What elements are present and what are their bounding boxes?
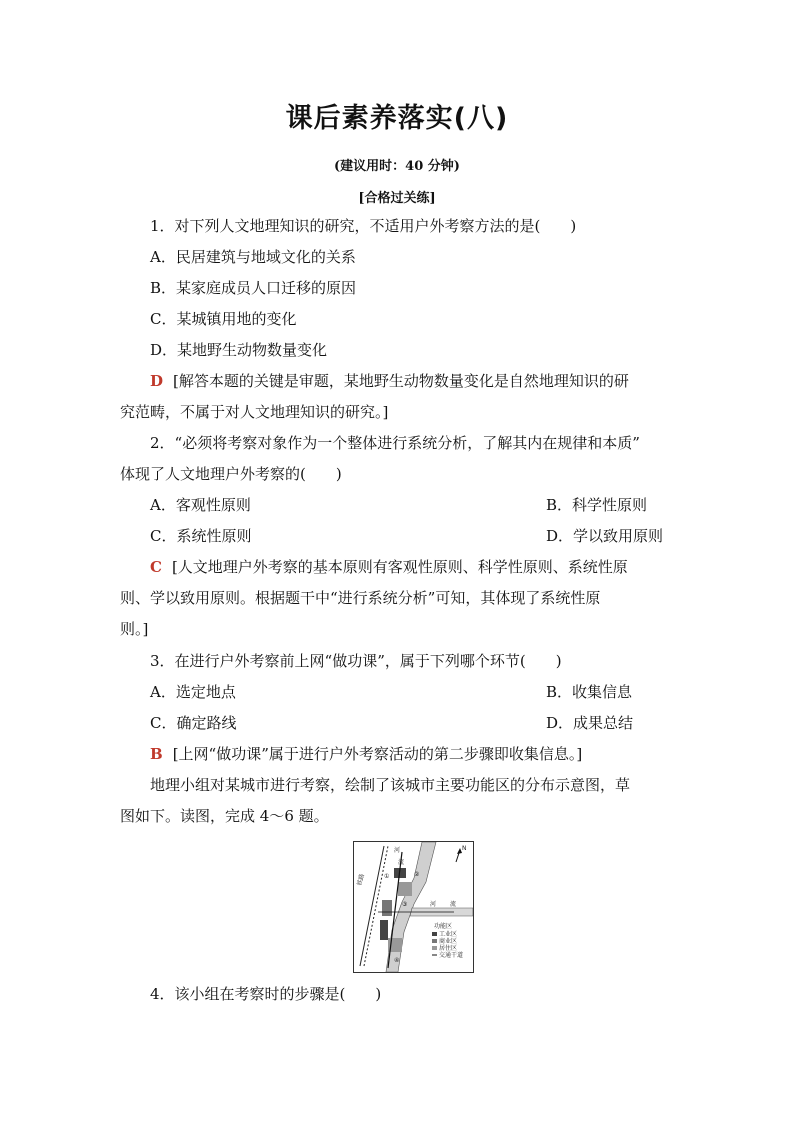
zone-1-label: ①	[384, 873, 390, 880]
zone-4-label: ④	[394, 957, 400, 964]
question-2-explanation-end: 则。]	[120, 620, 149, 638]
legend-commercial: 商业区	[439, 938, 458, 945]
time-note: (建议用时：40 分钟)	[334, 159, 460, 174]
railway-line	[360, 846, 384, 966]
city-zone-map-svg	[354, 842, 473, 972]
industrial-zone-2	[380, 920, 388, 940]
residential-zone-1	[398, 882, 412, 896]
legend-swatch-commercial	[432, 939, 437, 943]
question-1-option-d: D．某地野生动物数量变化	[150, 341, 328, 359]
question-3-options-row-1	[150, 682, 710, 702]
legend-title: 功能区	[434, 923, 453, 930]
question-2-option-a: A．客观性原则	[150, 496, 251, 514]
legend-residential: 居住区	[439, 945, 458, 952]
question-2-option-c: C．系统性原则	[150, 527, 252, 545]
river-label-2: 流	[398, 859, 405, 866]
question-1-answer: D	[150, 372, 164, 390]
river-label-4: 流	[450, 901, 457, 908]
legend-industrial: 工业区	[439, 931, 458, 938]
question-1-explanation: D [解答本题的关键是审题，某地野生动物数量变化是自然地理知识的研	[150, 372, 629, 390]
question-2-explanation: C [人文地理户外考察的基本原则有客观性原则、科学性原则、系统性原	[150, 558, 628, 576]
question-3-option-a: A．选定地点	[150, 683, 236, 701]
question-3-option-d: D．成果总结	[546, 714, 634, 732]
question-2-explanation-cont: 则、学以致用原则。根据题干中“进行系统分析”可知，其体现了系统性原	[120, 589, 601, 607]
river-label-1: 河	[394, 847, 401, 854]
commercial-zone-1	[382, 900, 392, 916]
question-1-explanation-cont: 究范畴，不属于对人文地理知识的研究。]	[120, 403, 389, 421]
question-3-stem: 3．在进行户外考察前上网“做功课”，属于下列哪个环节( )	[150, 652, 562, 670]
river-shape	[386, 842, 436, 972]
question-3-options-row-2	[150, 713, 710, 733]
question-3-option-b: B．收集信息	[546, 683, 633, 701]
city-zone-map	[353, 841, 474, 973]
question-2-stem-cont: 体现了人文地理户外考察的( )	[120, 465, 342, 483]
river-label-3: 河	[430, 901, 437, 908]
page-title: 课后素养落实(八)	[285, 103, 509, 134]
legend-swatch-industrial	[432, 932, 437, 936]
question-2-options-row-1	[150, 495, 710, 515]
question-2-option-d: D．学以致用原则	[546, 527, 664, 545]
question-3-explanation: B [上网“做功课”属于进行户外考察活动的第二步骤即收集信息。]	[150, 745, 583, 763]
question-2-options-row-2	[150, 526, 710, 546]
zone-3-label: ③	[402, 901, 408, 908]
question-4-stem: 4．该小组在考察时的步骤是( )	[150, 985, 382, 1003]
rail-label: 铁路	[356, 872, 367, 887]
question-1-stem: 1．对下列人文地理知识的研究，不适用户外考察方法的是( )	[150, 217, 577, 235]
legend-road: 交通干道	[439, 952, 464, 959]
question-1-option-a: A．民居建筑与地域文化的关系	[150, 248, 356, 266]
zone-2-label: ②	[414, 871, 420, 878]
legend-swatch-residential	[432, 946, 437, 950]
question-2-option-b: B．科学性原则	[546, 496, 648, 514]
group-intro-cont: 图如下。读图，完成 4～6 题。	[120, 807, 329, 825]
north-label: N	[462, 845, 467, 852]
question-1-option-b: B．某家庭成员人口迁移的原因	[150, 279, 357, 297]
section-heading: [合格过关练]	[358, 191, 436, 206]
question-3-answer: B	[150, 745, 163, 763]
question-2-answer: C	[150, 558, 162, 576]
group-intro: 地理小组对某城市进行考察，绘制了该城市主要功能区的分布示意图，草	[150, 776, 631, 794]
question-2-stem: 2．“必须将考察对象作为一个整体进行系统分析，了解其内在规律和本质”	[150, 434, 640, 452]
question-3-option-c: C．确定路线	[150, 714, 237, 732]
question-1-option-c: C．某城镇用地的变化	[150, 310, 297, 328]
